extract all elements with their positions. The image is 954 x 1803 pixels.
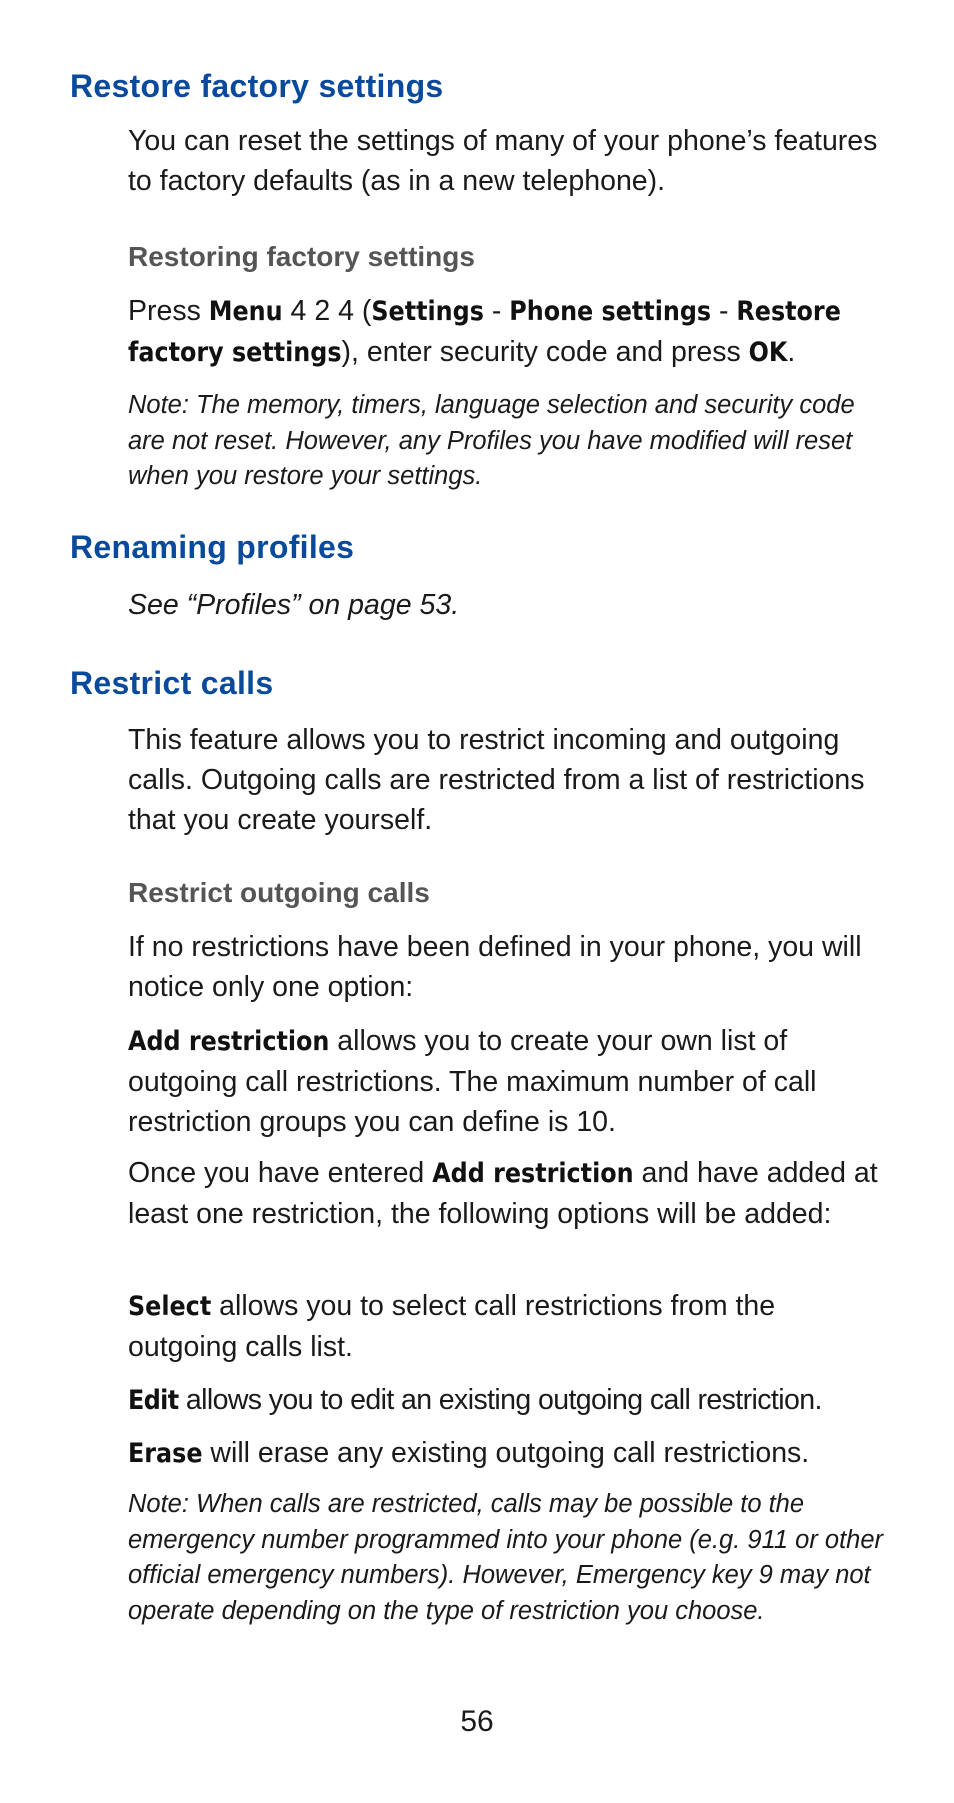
add-restriction-description: Add restriction allows you to create your own list of outgoing call restrictions. The maximum number of call restriction groups you can define is 10. [128,1025,817,1138]
restrict-note: Note: When calls are restricted, calls may be possible to the emergency number programmed into your phone (e.g. 911 or other official emergency numbers). However, Emergency key 9 may not operate depending on the type of restriction you choose. [128,1490,884,1625]
erase-term: Erase [128,1438,203,1469]
heading-restore-factory-settings: Restore factory settings [70,68,444,104]
restore-note: Note: The memory, timers, language selection and security code are not reset. However, any Profiles you have modified will reset when you restore your settings. [128,391,855,490]
edit-term: Edit [128,1385,179,1416]
edit-description: Edit allows you to edit an existing outgoing call restriction. [128,1384,822,1416]
select-description: Select allows you to select call restrictions from the outgoing calls list. [128,1290,776,1363]
ok-key-term: OK [748,337,788,368]
restore-intro: You can reset the settings of many of your phone’s features to factory defaults (as in a new telephone). [128,125,878,197]
erase-description: Erase will erase any existing outgoing call restrictions. [128,1437,810,1469]
menu-key-term: Menu [208,296,283,327]
subheading-restrict-outgoing-calls: Restrict outgoing calls [128,877,430,908]
restore-step: Press Menu 4 2 4 (Settings - Phone settings - Restore factory settings), enter security code and press OK. [128,295,841,368]
restrict-options-intro: If no restrictions have been defined in your phone, you will notice only one option: [128,931,862,1003]
add-restriction-term: Add restriction [432,1158,634,1189]
phone-settings-term: Phone settings [509,296,712,327]
restrict-intro: This feature allows you to restrict incoming and outgoing calls. Outgoing calls are restricted from a list of restrictions that you create yourself. [128,724,865,836]
heading-renaming-profiles: Renaming profiles [70,529,355,565]
add-restriction-term: Add restriction [128,1026,330,1057]
subheading-restoring-factory-settings: Restoring factory settings [128,241,475,272]
once-entered-paragraph: Once you have entered Add restriction and have added at least one restriction, the following options will be added: [128,1157,878,1230]
restore-factory-settings-term: Restore factory settings [128,296,841,368]
select-term: Select [128,1291,212,1322]
renaming-reference: See “Profiles” on page 53. [128,589,460,621]
heading-restrict-calls: Restrict calls [70,665,274,701]
page-number: 56 [460,1705,494,1738]
settings-term: Settings [371,296,484,327]
